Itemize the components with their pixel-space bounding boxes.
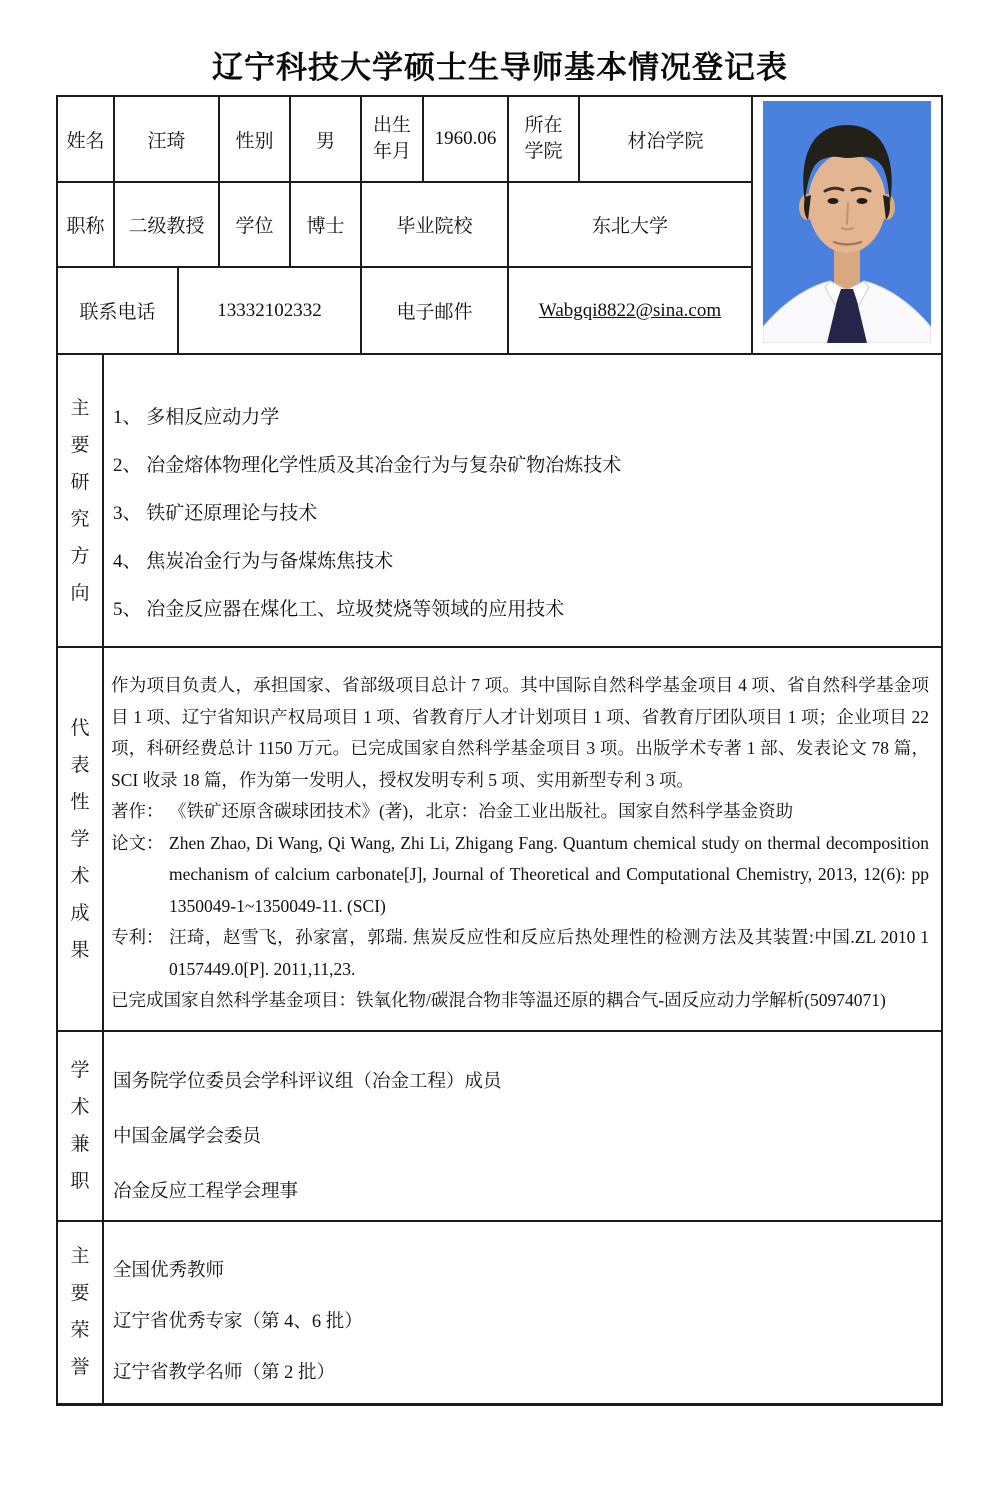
research-content-cell: [103, 354, 942, 647]
title-label: 职称: [57, 182, 114, 267]
email-label: 电子邮件: [361, 267, 508, 354]
honor-item: 全国优秀教师: [113, 1261, 225, 1282]
paper-text: Zhen Zhao, Di Wang, Qi Wang, Zhi Li, Zhigang Fang. Quantum chemical study on thermal decomposition mechanism of calcium carbonate[J], Journal of Theoretical and Computational Chemistry, 2013, 12(6): pp 1350049-1~1350049-11. (SCI): [169, 832, 930, 916]
book-entry: [111, 796, 929, 828]
paper-entry: [111, 828, 929, 923]
honors-content-cell: [103, 1221, 942, 1404]
title-value: 二级教授: [114, 182, 219, 267]
honor-item: 辽宁省教学名师（第 2 批）: [113, 1363, 336, 1384]
position-item: 中国金属学会委员: [113, 1127, 262, 1147]
gender-value: 男: [290, 96, 361, 182]
row-basic-1: [57, 96, 942, 182]
completed-project: 已完成国家自然科学基金项目：铁氧化物/碳混合物非等温还原的耦合气-固反应动力学解析(50974071): [111, 990, 886, 1011]
degree-value: 博士: [290, 182, 361, 267]
patent-label: 专利：: [111, 927, 164, 948]
row-honors: [57, 1221, 942, 1404]
name-label: 姓名: [57, 96, 114, 182]
degree-label: 学位: [219, 182, 290, 267]
paper-label: 论文：: [111, 832, 164, 853]
honors-section-label: 主要荣誉: [57, 1221, 103, 1404]
photo-cell: [752, 96, 942, 354]
achievements-summary: 作为项目负责人，承担国家、省部级项目总计 7 项。其中国际自然科学基金项目 4 项、省自然科学基金项目 1 项、辽宁省知识产权局项目 1 项、省教育厅人才计划项目 1 项、省教育厅团队项目 1 项；企业项目 22 项，科研经费总计 1150 万元。已完成国家自然科学基金项目 3 项。出版学术专著 1 部、发表论文 78 篇，SCI 收录 18 篇，作为第一发明人，授权发明专利 5 项、实用新型专利 3 项。: [111, 675, 930, 790]
book-text: 《铁矿还原含碳球团技术》(著)，北京：冶金工业出版社。国家自然科学基金资助: [169, 801, 794, 822]
research-section-label: 主要研究方向: [57, 354, 103, 647]
patent-entry: [111, 922, 929, 985]
birth-value: 1960.06: [423, 96, 508, 182]
achievements-content-cell: [103, 647, 942, 1031]
portrait-photo-drawing: [763, 101, 931, 343]
position-item: 冶金反应工程学会理事: [113, 1182, 299, 1202]
school-value: 东北大学: [508, 182, 752, 267]
college-value: 材冶学院: [579, 96, 752, 182]
college-label: 所在学院: [508, 96, 579, 182]
page-title: 辽宁科技大学硕士生导师基本情况登记表: [212, 50, 788, 85]
portrait-photo: [763, 101, 931, 343]
name-value: 汪琦: [114, 96, 219, 182]
patent-text: 汪琦，赵雪飞，孙家富，郭瑞. 焦炭反应性和反应后热处理性的检测方法及其装置:中国.ZL 2010 1 0157449.0[P]. 2011,11,23.: [169, 927, 930, 979]
row-positions: [57, 1031, 942, 1221]
honor-item: 辽宁省优秀专家（第 4、6 批）: [113, 1312, 363, 1333]
research-item: 4、 焦炭冶金行为与备煤炼焦技术: [113, 551, 394, 572]
positions-content-cell: [103, 1031, 942, 1221]
positions-section-label: 学术兼职: [57, 1031, 103, 1221]
research-item: 1、 多相反应动力学: [113, 407, 280, 428]
birth-label: 出生年月: [361, 96, 423, 182]
row-research: [57, 354, 942, 647]
phone-label: 联系电话: [57, 267, 178, 354]
phone-value: 13332102332: [178, 267, 361, 354]
achievements-section-label: 代表性学术成果: [57, 647, 103, 1031]
research-item: 5、 冶金反应器在煤化工、垃圾焚烧等领域的应用技术: [113, 599, 565, 620]
position-item: 国务院学位委员会学科评议组（冶金工程）成员: [113, 1072, 502, 1092]
book-label: 著作：: [111, 801, 164, 822]
supervisor-form-table: [56, 95, 943, 1406]
school-label: 毕业院校: [361, 182, 508, 267]
row-achievements: [57, 647, 942, 1031]
gender-label: 性别: [219, 96, 290, 182]
research-item: 3、 铁矿还原理论与技术: [113, 503, 318, 524]
email-value: [508, 267, 752, 354]
email-link[interactable]: Wabgqi8822@sina.com: [538, 299, 722, 321]
research-item: 2、 冶金熔体物理化学性质及其冶金行为与复杂矿物冶炼技术: [113, 455, 622, 476]
